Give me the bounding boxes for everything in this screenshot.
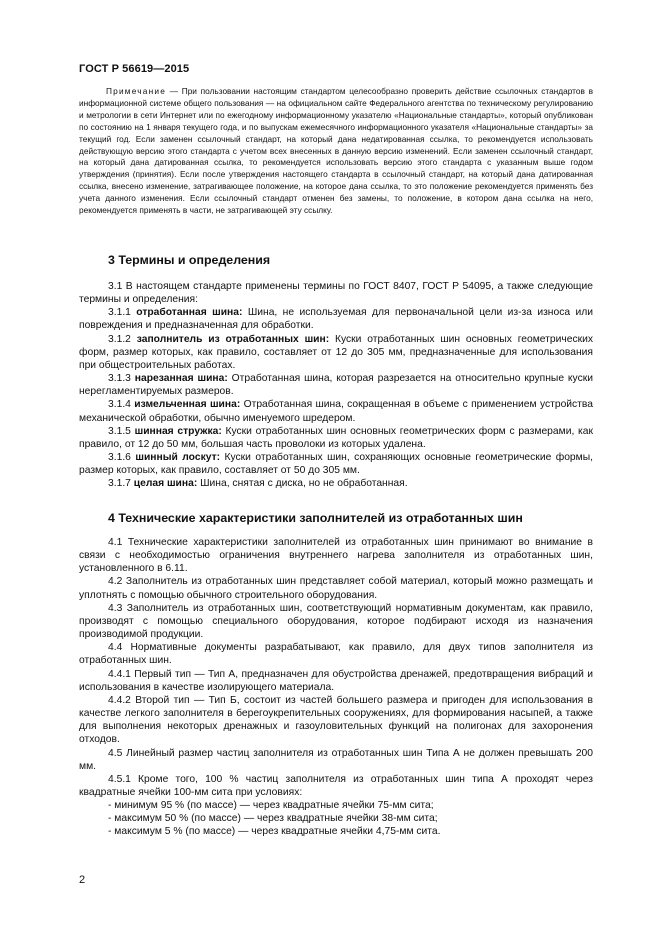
section-3-heading: 3 Термины и определения: [108, 253, 271, 267]
note-paragraph: [79, 86, 593, 217]
paragraph-4-5: 4.5 Линейный размер частиц заполнителя из отработанных шин Типа А не должен превышать 200 мм.: [79, 747, 593, 772]
term-name: шинная стружка:: [134, 425, 222, 437]
term-name: измельченная шина:: [134, 399, 241, 411]
list-item: - минимум 95 % (по массе) — через квадратные ячейки 75-мм сита;: [108, 800, 434, 812]
term-3-1-3: 3.1.3 нарезанная шина: Отработанная шина, которая разрезается на относительно крупные куски нерегламентируемых размеров.: [79, 373, 593, 398]
document-header: ГОСТ Р 56619—2015: [79, 63, 190, 75]
paragraph-4-4: 4.4 Нормативные документы разрабатывают, как правило, для двух типов заполнителя из отработанных шин.: [79, 642, 593, 667]
section-4-heading: 4 Технические характеристики заполнителей из отработанных шин: [108, 511, 523, 525]
term-name: нарезанная шина:: [134, 373, 228, 385]
paragraph-4-2: 4.2 Заполнитель из отработанных шин представляет собой материал, который можно размещать и уплотнять с помощью обычного строительного оборудования.: [79, 576, 593, 601]
term-name: целая шина:: [133, 478, 198, 490]
section-3-body: [79, 280, 593, 491]
note-text: — При пользовании настоящим стандартом целесообразно проверить действие ссылочных стандартов в информационной системе общего пользования — на официальном сайте Федерального агентства по техническому регулированию и метрологии в сети Интернет или по ежегодному информационному указателю «Национальные стандарты», который опубликован по состоянию на 1 января текущего года, и по выпускам ежемесячного информационного указателя «Национальные стандарты» за текущий год. Если заменен ссылочный стандарт, на который дана недатированная ссылка, то рекомендуется использовать действующую версию этого стандарта с учетом всех внесенных в данную версию изменений. Если заменен ссылочный стандарт, на который дана датированная ссылка, то рекомендуется использовать версию этого стандарта с указанным выше годом утверждения (принятия). Если после утверждения настоящего стандарта в ссылочный стандарт, на который дана датированная ссылка, внесено изменение, затрагивающее положение, на которое дана ссылка, то это положение рекомендуется применять без учета данного изменения. Если ссылочный стандарт отменен без замены, то положение, в котором дана ссылка на него, рекомендуется применять в части, не затрагивающей эту ссылку.: [79, 86, 593, 216]
term-3-1-1: 3.1.1 отработанная шина: Шина, не используемая для первоначальной цели из-за износа или повреждения и предназначенная для обработки.: [79, 307, 594, 332]
term-3-1-2: 3.1.2 заполнитель из отработанных шин: Куски отработанных шин основных геометрических форм, размер которых, как правило, составляет от 12 до 305 мм, предназначенные для использования при общестроительных работах.: [79, 333, 594, 371]
paragraph-4-3: 4.3 Заполнитель из отработанных шин, соответствующий нормативным документам, как правило, производят с помощью специального оборудования, которое подбирают исходя из назначения производимой продукции.: [79, 602, 593, 641]
list-item: - максимум 5 % (по массе) — через квадратные ячейки 4,75-мм сита.: [108, 826, 441, 838]
paragraph-4-4-2: 4.4.2 Второй тип — Тип Б, состоит из частей большего размера и пригоден для использования в качестве легкого заполнителя в берегоукрепительных сооружениях, для формирования насыпей, а также для выполнения некоторых дренажных и газоуловительных функций на полигонах для захоронения отходов.: [79, 694, 593, 746]
paragraph-4-1: 4.1 Технические характеристики заполнителей из отработанных шин принимают во внимание в связи с необходимостью ограничения внутреннего нагрева заполнителя из отработанных шин, установленного в 6.11.: [79, 537, 593, 575]
term-3-1-6: 3.1.6 шинный лоскут: Куски отработанных шин, сохраняющих основные геометрические формы, размер которых, как правило, составляет от 50 до 305 мм.: [79, 452, 594, 477]
paragraph-4-4-1: 4.4.1 Первый тип — Тип А, предназначен для обустройства дренажей, предотвращения вибраций и использования в качестве изолирующего материала.: [79, 668, 593, 693]
term-3-1-7: 3.1.7 целая шина: Шина, снятая с диска, но не обработанная.: [108, 478, 408, 490]
term-name: отработанная шина:: [136, 307, 243, 319]
note-label: Примечание: [106, 86, 167, 96]
section-3-intro: 3.1 В настоящем стандарте применены термины по ГОСТ 8407, ГОСТ Р 54095, а также следующие термины и определения:: [79, 281, 593, 306]
reference-note: [79, 86, 593, 217]
term-name: шинный лоскут:: [135, 452, 221, 464]
section-4-body: [79, 536, 593, 839]
list-item: - максимум 50 % (по массе) — через квадратные ячейки 38-мм сита;: [108, 813, 438, 825]
paragraph-4-5-1: 4.5.1 Кроме того, 100 % частиц заполнителя из отработанных шин типа А проходят через квадратные ячейки 100-мм сита при условиях:: [79, 773, 593, 798]
term-name: заполнитель из отработанных шин:: [136, 333, 330, 345]
term-3-1-5: 3.1.5 шинная стружка: Куски отработанных шин основных геометрических форм с размерами, как правило, от 12 до 50 мм, большая часть проволоки из которых удалена.: [79, 425, 593, 450]
term-3-1-4: 3.1.4 измельченная шина: Отработанная шина, сокращенная в объеме с применением устройства механической обработки, обычно именуемого шредером.: [79, 399, 593, 424]
page-number: 2: [79, 874, 86, 886]
